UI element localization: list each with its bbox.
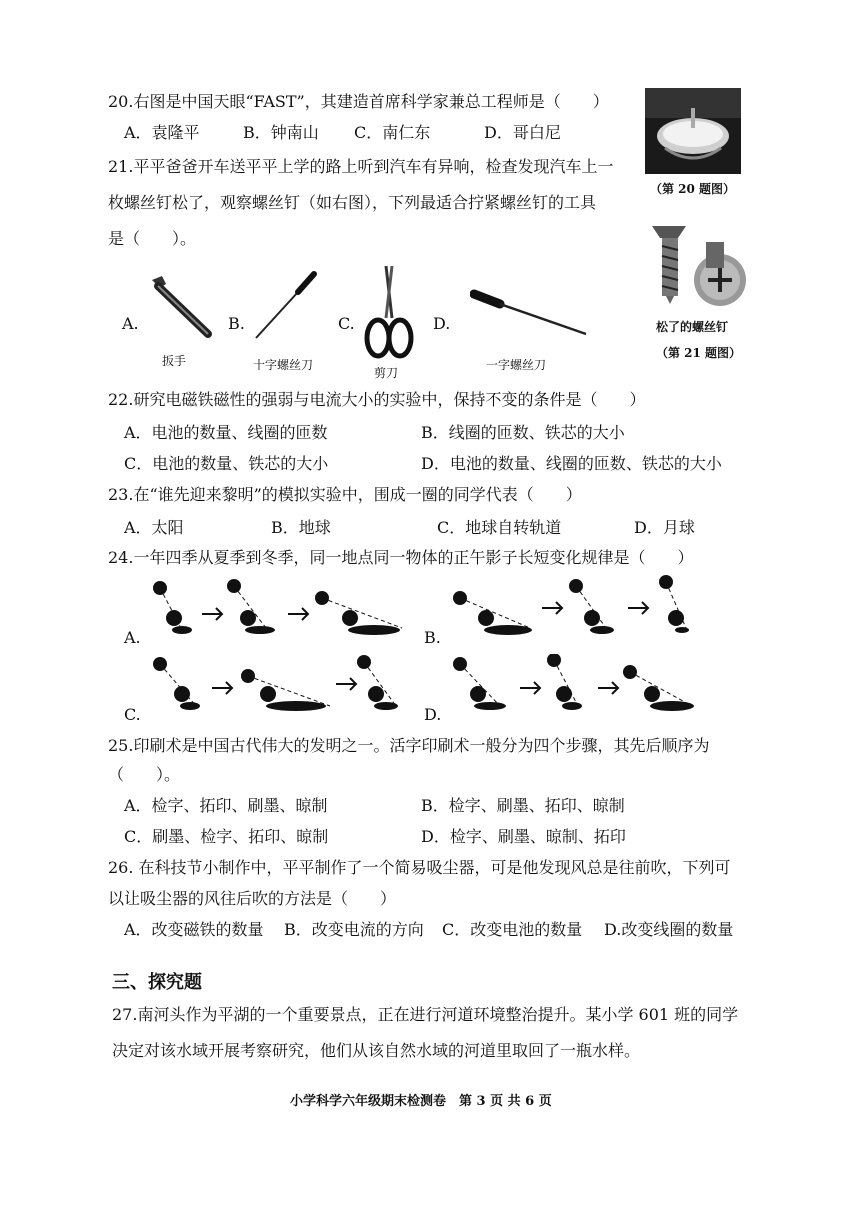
q22-option-a: A．电池的数量、线圈的匝数: [124, 423, 328, 442]
q23-option-d: D．月球: [634, 518, 695, 537]
q21-option-a-letter: A.: [122, 314, 139, 333]
q26-option-d: D.改变线圈的数量: [604, 920, 734, 939]
section3-title: 三、探究题: [112, 972, 202, 993]
q24-option-a-letter: A.: [124, 628, 141, 647]
q21-stem-line-3: 是（ ）。: [108, 229, 197, 248]
q22-option-d: D．电池的数量、线圈的匝数、铁芯的大小: [421, 454, 722, 473]
q20-option-d: D．哥白尼: [484, 123, 561, 142]
flathead-screwdriver-icon: [470, 288, 590, 338]
q23-stem: 23.在“谁先迎来黎明”的模拟实验中，围成一圈的同学代表（ ）: [108, 485, 582, 504]
q27-stem-line-2: 决定对该水域开展考察研究，他们从该自然水域的河道里取回了一瓶水样。: [112, 1041, 641, 1060]
wrench-label: 扳手: [162, 354, 187, 368]
q20-option-c: C．南仁东: [354, 123, 431, 142]
phillips-screwdriver-label: 十字螺丝刀: [253, 358, 314, 372]
q24-stem: 24.一年四季从夏季到冬季，同一地点同一物体的正午影子长短变化规律是（ ）: [108, 548, 694, 567]
scissors-label: 剪刀: [374, 366, 399, 380]
shadow-sequence-d: [446, 654, 716, 720]
shadow-sequence-b: [446, 574, 716, 646]
q23-option-b: B．地球: [271, 518, 331, 537]
screw-figure-label: 松了的螺丝钉: [656, 320, 729, 334]
q25-option-c: C．刷墨、检字、拓印、晾制: [124, 827, 329, 846]
fast-telescope-photo: [645, 88, 741, 174]
q23-option-c: C．地球自转轨道: [437, 518, 562, 537]
q22-stem: 22.研究电磁铁磁性的强弱与电流大小的实验中，保持不变的条件是（ ）: [108, 390, 646, 409]
q21-stem-line-1: 21.平平爸爸开车送平平上学的路上听到汽车有异响，检查发现汽车上一: [108, 157, 614, 176]
q25-stem-line-2: （ ）。: [108, 765, 181, 784]
q21-stem-line-2: 枚螺丝钉松了，观察螺丝钉（如右图），下列最适合拧紧螺丝钉的工具: [108, 193, 597, 212]
scissors-icon: [364, 264, 414, 360]
q20-figure-caption: （第 20 题图）: [650, 182, 736, 196]
q26-option-a: A．改变磁铁的数量: [124, 920, 264, 939]
wrench-icon: [146, 272, 218, 344]
q20-option-a: A．袁隆平: [124, 123, 200, 142]
q21-option-c-letter: C.: [338, 314, 355, 333]
shadow-sequence-c: [140, 654, 410, 720]
q27-stem-line-1: 27.南河头作为平湖的一个重要景点，正在进行河道环境整治提升。某小学 601 班的同学: [112, 1005, 739, 1024]
q26-option-c: C．改变电池的数量: [442, 920, 583, 939]
page-footer: 小学科学六年级期末检测卷 第 3 页 共 6 页: [290, 1094, 552, 1109]
q26-option-b: B．改变电流的方向: [284, 920, 424, 939]
q21-option-b-letter: B.: [228, 314, 245, 333]
q20-stem: 20.右图是中国天眼“FAST”，其建造首席科学家兼总工程师是（ ）: [108, 92, 609, 111]
q23-option-a: A．太阳: [124, 518, 184, 537]
shadow-sequence-a: [140, 574, 410, 646]
q22-option-c: C．电池的数量、铁芯的大小: [124, 454, 329, 473]
q25-option-d: D．检字、刷墨、晾制、拓印: [421, 827, 626, 846]
q24-option-d-letter: D.: [424, 705, 442, 724]
q21-option-d-letter: D.: [433, 314, 451, 333]
q24-option-b-letter: B.: [424, 628, 441, 647]
q26-stem-line-2: 以让吸尘器的风往后吹的方法是（ ）: [108, 889, 397, 908]
q24-option-c-letter: C.: [124, 705, 141, 724]
flathead-screwdriver-label: 一字螺丝刀: [486, 358, 547, 372]
loose-screws-photo: [648, 216, 748, 308]
q25-option-a: A．检字、拓印、刷墨、晾制: [124, 796, 328, 815]
q25-option-b: B．检字、刷墨、拓印、晾制: [421, 796, 625, 815]
phillips-screwdriver-icon: [252, 270, 322, 342]
q26-stem-line-1: 26. 在科技节小制作中，平平制作了一个简易吸尘器，可是他发现风总是往前吹，下列可: [108, 858, 731, 877]
q22-option-b: B．线圈的匝数、铁芯的大小: [421, 423, 625, 442]
q21-figure-caption: （第 21 题图）: [656, 346, 742, 360]
q20-option-b: B．钟南山: [243, 123, 319, 142]
q25-stem-line-1: 25.印刷术是中国古代伟大的发明之一。活字印刷术一般分为四个步骤，其先后顺序为: [108, 736, 710, 755]
